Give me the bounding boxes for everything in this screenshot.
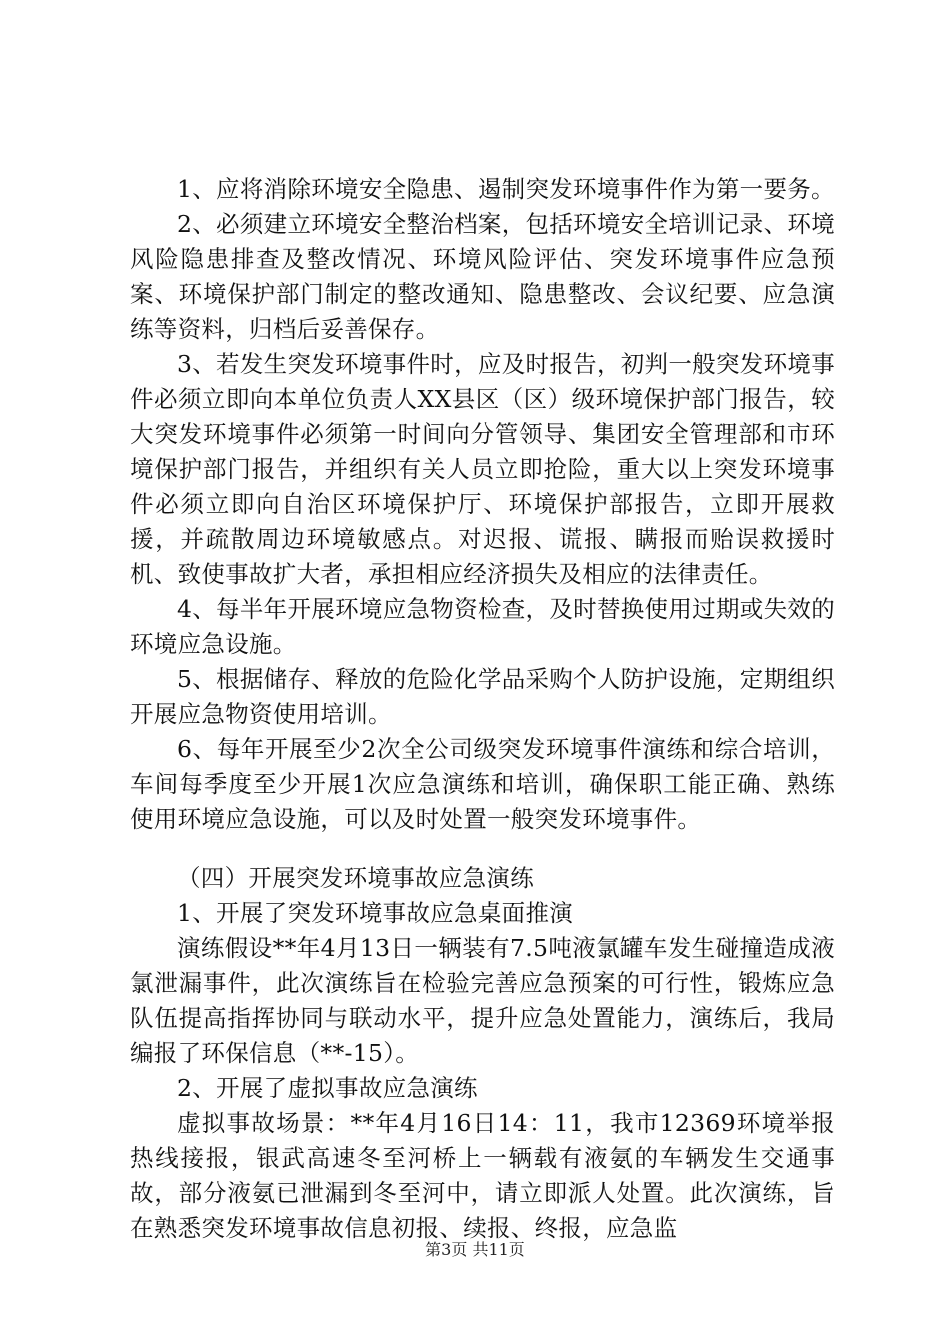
paragraph-item-1: 1、应将消除环境安全隐患、遏制突发环境事件作为第一要务。 — [177, 175, 835, 203]
section-heading: （四）开展突发环境事故应急演练 — [177, 864, 534, 892]
paragraph-drill-1: 演练假设**年4月13日一辆装有7.5吨液氯罐车发生碰撞造成液氯泄漏事件，此次演练旨在检验完善应急预案的可行性，锻炼应急队伍提高指挥协同与联动水平，提升应急处置能力，演练后，我局编报了环保信息（**-15）。 — [130, 934, 835, 1067]
subsection-heading-2: 2、开展了虚拟事故应急演练 — [177, 1074, 478, 1102]
paragraph-gap — [130, 837, 835, 861]
subsection-heading-1: 1、开展了突发环境事故应急桌面推演 — [177, 899, 574, 927]
page-footer: 第3页 共11页 — [425, 1240, 525, 1259]
paragraph-item-2: 2、必须建立环境安全整治档案，包括环境安全培训记录、环境风险隐患排查及整改情况、环境风险评估、突发环境事件应急预案、环境保护部门制定的整改通知、隐患整改、会议纪要、应急演练等资料，归档后妥善保存。 — [130, 210, 835, 343]
paragraph-item-5: 5、根据储存、释放的危险化学品采购个人防护设施，定期组织开展应急物资使用培训。 — [130, 665, 835, 728]
paragraph-drill-2: 虚拟事故场景：**年4月16日14：11，我市12369环境举报热线接报，银武高速冬至河桥上一辆载有液氨的车辆发生交通事故，部分液氨已泄漏到冬至河中，请立即派人处置。此次演练，旨在熟悉突发环境事故信息初报、续报、终报，应急监 — [130, 1109, 835, 1242]
document-body — [130, 172, 835, 1246]
paragraph-item-6: 6、每年开展至少2次全公司级突发环境事件演练和综合培训，车间每季度至少开展1次应急演练和培训，确保职工能正确、熟练使用环境应急设施，可以及时处置一般突发环境事件。 — [130, 735, 835, 833]
paragraph-item-4: 4、每半年开展环境应急物资检查，及时替换使用过期或失效的环境应急设施。 — [130, 595, 835, 658]
paragraph-item-3: 3、若发生突发环境事件时，应及时报告，初判一般突发环境事件必须立即向本单位负责人XX县区（区）级环境保护部门报告，较大突发环境事件必须第一时间向分管领导、集团安全管理部和市环境保护部门报告，并组织有关人员立即抢险，重大以上突发环境事件必须立即向自治区环境保护厅、环境保护部报告，立即开展救援，并疏散周边环境敏感点。对迟报、谎报、瞒报而贻误救援时机、致使事故扩大者，承担相应经济损失及相应的法律责任。 — [130, 350, 835, 588]
